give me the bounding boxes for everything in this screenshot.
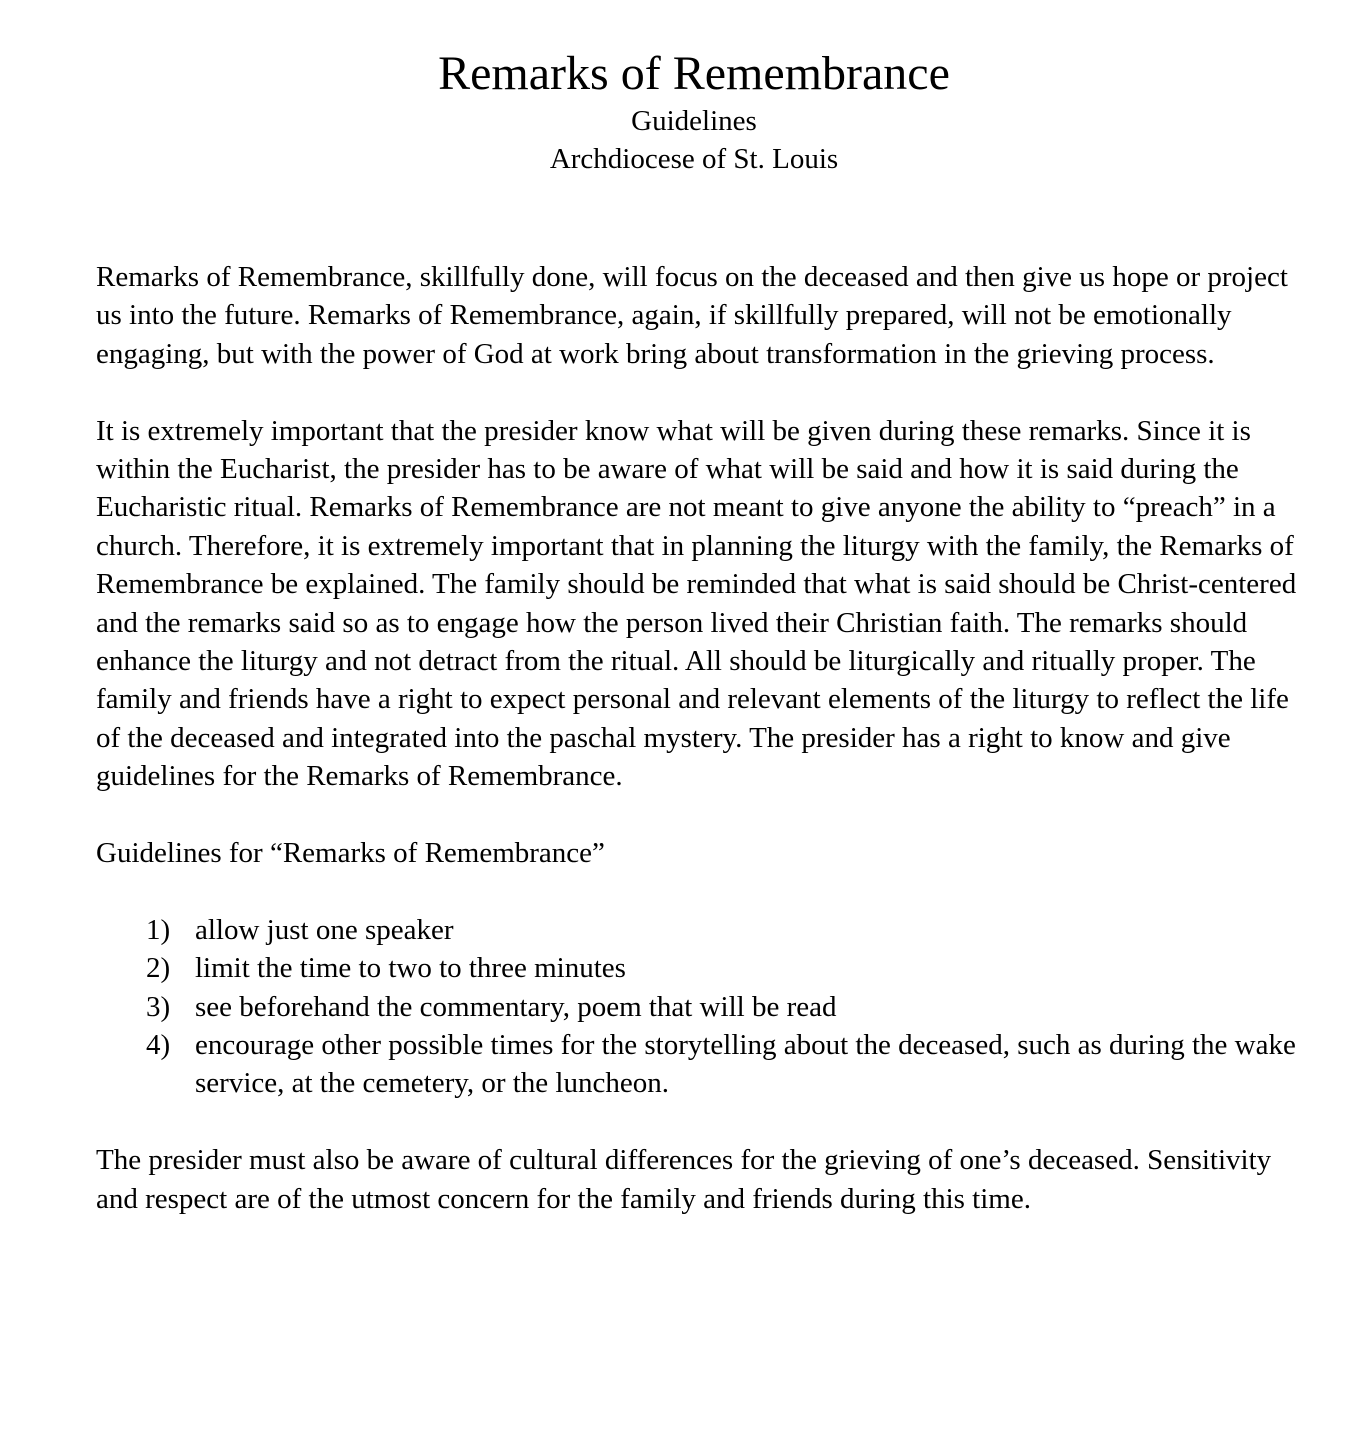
document-title: Remarks of Remembrance bbox=[438, 47, 950, 100]
list-item-text: see beforehand the commentary, poem that will be read bbox=[195, 990, 837, 1023]
guidelines-list bbox=[96, 911, 1316, 1103]
list-item-text: allow just one speaker bbox=[195, 913, 454, 946]
document-body bbox=[96, 258, 1316, 1256]
list-item-number: 4) bbox=[146, 1029, 171, 1062]
list-item-number: 2) bbox=[146, 952, 171, 985]
list-item-text: encourage other possible times for the storytelling about the deceased, such as during the wake service, at the cemetery, or the luncheon. bbox=[195, 1029, 1296, 1100]
list-item bbox=[96, 1026, 1316, 1103]
guidelines-heading: Guidelines for “Remarks of Remembrance” bbox=[96, 837, 605, 870]
list-item-number: 1) bbox=[146, 913, 171, 946]
list-item-number: 3) bbox=[146, 990, 171, 1023]
list-item bbox=[96, 988, 1316, 1026]
list-item bbox=[96, 949, 1316, 987]
list-item-text: limit the time to two to three minutes bbox=[195, 952, 626, 985]
list-item bbox=[96, 911, 1316, 949]
document-subtitle: Guidelines bbox=[631, 105, 757, 137]
paragraph: Remarks of Remembrance, skillfully done, will focus on the deceased and then give us hope or project us into the future. Remarks of Remembrance, again, if skillfully prepared, will not be emotionally engaging, but with the power of God at work bring about transformation in the grieving process. bbox=[96, 261, 1288, 370]
paragraph: It is extremely important that the presider know what will be given during these remarks. Since it is within the Eucharist, the presider has to be aware of what will be said and how it is said during the Eucharistic ritual. Remarks of Remembrance are not meant to give anyone the ability to “preach” in a church. Therefore, it is extremely important that in planning the liturgy with the family, the Remarks of Remembrance be explained. The family should be reminded that what is said should be Christ-centered and the remarks said so as to engage how the person lived their Christian faith. The remarks should enhance the liturgy and not detract from the ritual. All should be liturgically and ritually proper. The family and friends have a right to expect personal and relevant elements of the liturgy to reflect the life of the deceased and integrated into the paschal mystery. The presider has a right to know and give guidelines for the Remarks of Remembrance. bbox=[96, 414, 1297, 793]
document-header bbox=[0, 46, 1357, 178]
document-organization: Archdiocese of St. Louis bbox=[549, 143, 839, 175]
closing-paragraph: The presider must also be aware of cultural differences for the grieving of one’s deceased. Sensitivity and respect are of the utmost concern for the family and friends during this time. bbox=[96, 1144, 1272, 1215]
